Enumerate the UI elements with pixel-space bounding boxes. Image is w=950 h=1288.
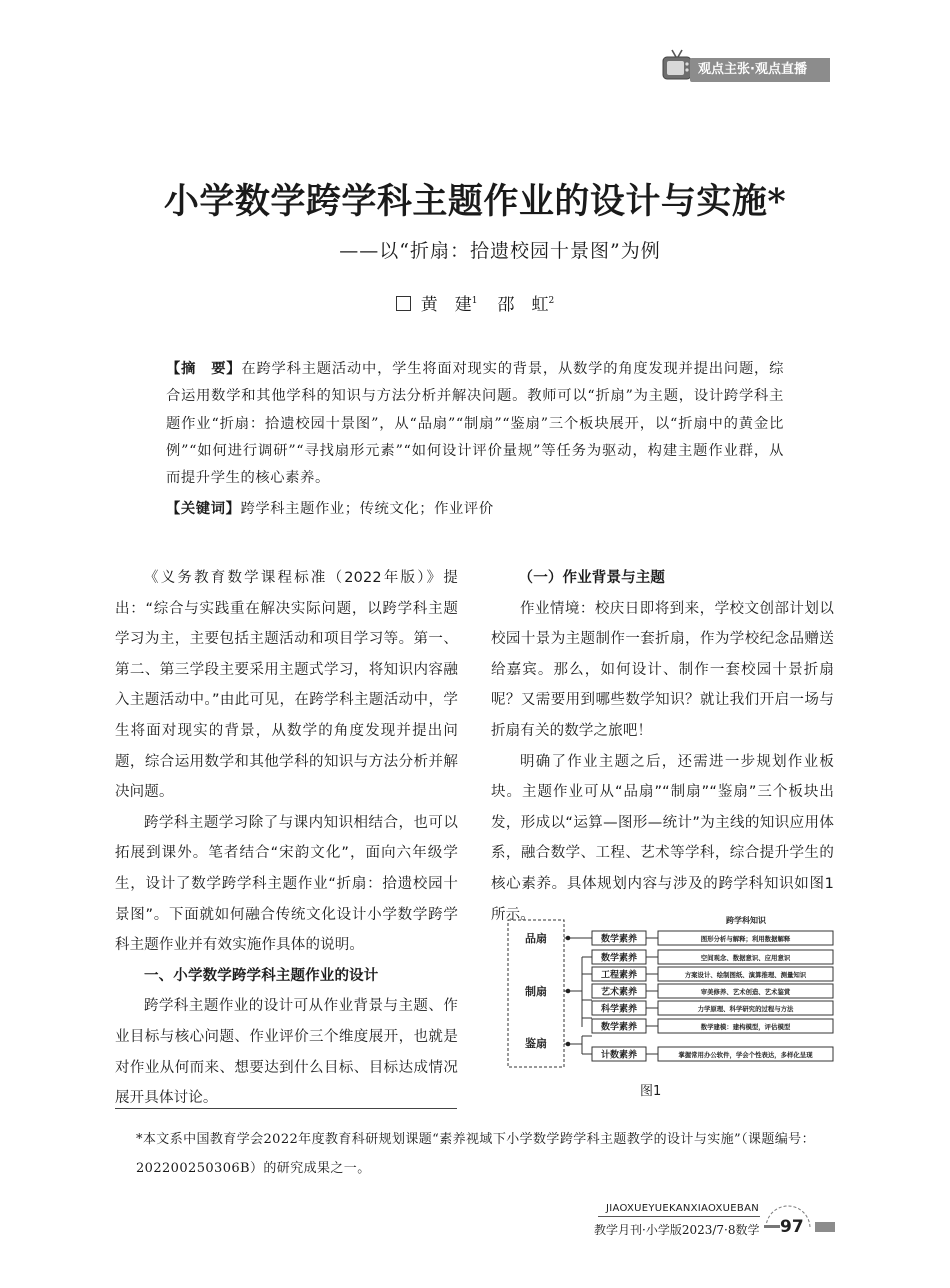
abstract-label: 【摘 要】: [166, 361, 242, 377]
author-1: 黄 建: [420, 295, 472, 315]
footnote-divider: [115, 1108, 457, 1109]
author-box-icon: [396, 296, 411, 311]
knowledge-label: 审美修养、艺术创造、艺术鉴赏: [700, 988, 791, 996]
authors: [0, 290, 950, 315]
body-left-column: [115, 563, 458, 1114]
literacy-label: 科学素养: [600, 1004, 638, 1015]
author-2-affiliation: 2: [548, 296, 555, 306]
connector-dot: [566, 989, 571, 994]
literacy-label: 计数素养: [600, 1050, 638, 1061]
literacy-label: 艺术素养: [600, 987, 638, 998]
knowledge-label: 空间观念、数据意识、应用意识: [700, 954, 791, 962]
connector-dot: [566, 1042, 571, 1047]
literacy-label: 工程素养: [600, 970, 638, 981]
footnote: *本文系中国教育学会2022年度教育科研规划课题“素养视域下小学数学跨学科主题教学的设计与实施”（课题编号：202200250306B）的研究成果之一。: [136, 1132, 815, 1176]
knowledge-label: 数学建模：建构模型，评估模型: [700, 1023, 791, 1031]
journal-pinyin: JIAOXUEYUEKANXIAOXUEBAN: [606, 1203, 759, 1214]
keywords-label: 【关键词】: [166, 501, 241, 517]
corner-bar: [815, 1222, 835, 1232]
figure-header: 跨学科知识: [726, 916, 766, 925]
body-right-column: [491, 563, 834, 930]
journal-name: 教学月刊·小学版2023/7·8数学: [594, 1223, 760, 1237]
literacy-label: 数学素养: [600, 953, 638, 964]
subsection-heading: （一）作业背景与主题: [518, 570, 666, 586]
tv-icon: [662, 48, 692, 82]
keywords-text: 跨学科主题作业；传统文化；作业评价: [240, 501, 494, 517]
figure-caption: 图1: [640, 1084, 662, 1099]
article-subtitle: ——以“折扇：拾遗校园十景图”为例: [339, 240, 661, 262]
category-label: 制扇: [525, 985, 547, 998]
article-title: 小学数学跨学科主题作业的设计与实施*: [163, 181, 787, 222]
figure-1-diagram: [506, 912, 836, 1072]
paragraph: 《义务教育数学课程标准（2022年版）》提出：“综合与实践重在解决实际问题，以跨学科主题学习为主，主要包括主题活动和项目学习等。第一、第二、第三学段主要采用主题式学习，将知识内容融入主题活动中。”由此可见，在跨学科主题活动中，学生将面对现实的背景，从数学的角度发现并提出问题，综合运用数学和其他学科的知识与方法分析并解决问题。: [115, 570, 458, 801]
category-label: 品扇: [525, 932, 547, 945]
author-1-affiliation: 1: [471, 296, 478, 306]
keywords: [166, 498, 784, 518]
paragraph: 明确了作业主题之后，还需进一步规划作业板块。主题作业可从“品扇”“制扇”“鉴扇”三个板块出发，形成以“运算—图形—统计”为主线的知识应用体系，融合数学、工程、艺术等学科，综合提升学生的核心素养。具体规划内容与涉及的跨学科知识如图1所示。: [491, 753, 834, 923]
section-heading: 一、小学数学跨学科主题作业的设计: [144, 967, 379, 984]
abstract-text: 在跨学科主题活动中，学生将面对现实的背景，从数学的角度发现并提出问题，综合运用数学和其他学科的知识与方法分析并解决问题。教师可以“折扇”为主题，设计跨学科主题作业“折扇：拾遗校园十景图”，从“品扇”“制扇”“鉴扇”三个板块展开，以“折扇中的黄金比例”“如何进行调研”“寻找扇形元素”“如何设计评价量规”等任务为驱动，构建主题作业群，从而提升学生的核心素养。: [166, 361, 784, 487]
knowledge-label: 掌握常用办公软件，学会个性表达，多样化呈现: [678, 1051, 813, 1059]
connector-dot: [566, 936, 571, 941]
knowledge-label: 方案设计、绘制图纸、演算推理、测量知识: [684, 971, 807, 979]
literacy-label: 数学素养: [600, 934, 638, 945]
paragraph: 跨学科主题学习除了与课内知识相结合，也可以拓展到课外。笔者结合“宋韵文化”，面向六年级学生，设计了数学跨学科主题作业“折扇：拾遗校园十景图”。下面就如何融合传统文化设计小学数学跨学科主题作业并有效实施作具体的说明。: [115, 814, 458, 954]
category-label: 鉴扇: [525, 1037, 547, 1050]
author-2: 邵 虹: [497, 295, 549, 315]
literacy-label: 数学素养: [600, 1022, 638, 1033]
paragraph: 作业情境：校庆日即将到来，学校文创部计划以校园十景为主题制作一套折扇，作为学校纪念品赠送给嘉宾。那么，如何设计、制作一套校园十景折扇呢？又需要用到哪些数学知识？就让我们开启一场与折扇有关的数学之旅吧！: [491, 600, 834, 739]
footer-divider: [598, 1216, 760, 1217]
abstract: [166, 356, 784, 492]
page-number: 97: [780, 1217, 804, 1237]
section-tag: 观点主张·观点直播: [690, 58, 830, 82]
knowledge-label: 图形分析与解释；利用数据解释: [700, 935, 791, 943]
knowledge-label: 力学原理、科学研究的过程与方法: [697, 1005, 794, 1013]
paragraph: 跨学科主题作业的设计可从作业背景与主题、作业目标与核心问题、作业评价三个维度展开，也就是对作业从何而来、想要达到什么目标、目标达成情况展开具体讨论。: [115, 998, 458, 1107]
connector-lines: [564, 938, 592, 1054]
